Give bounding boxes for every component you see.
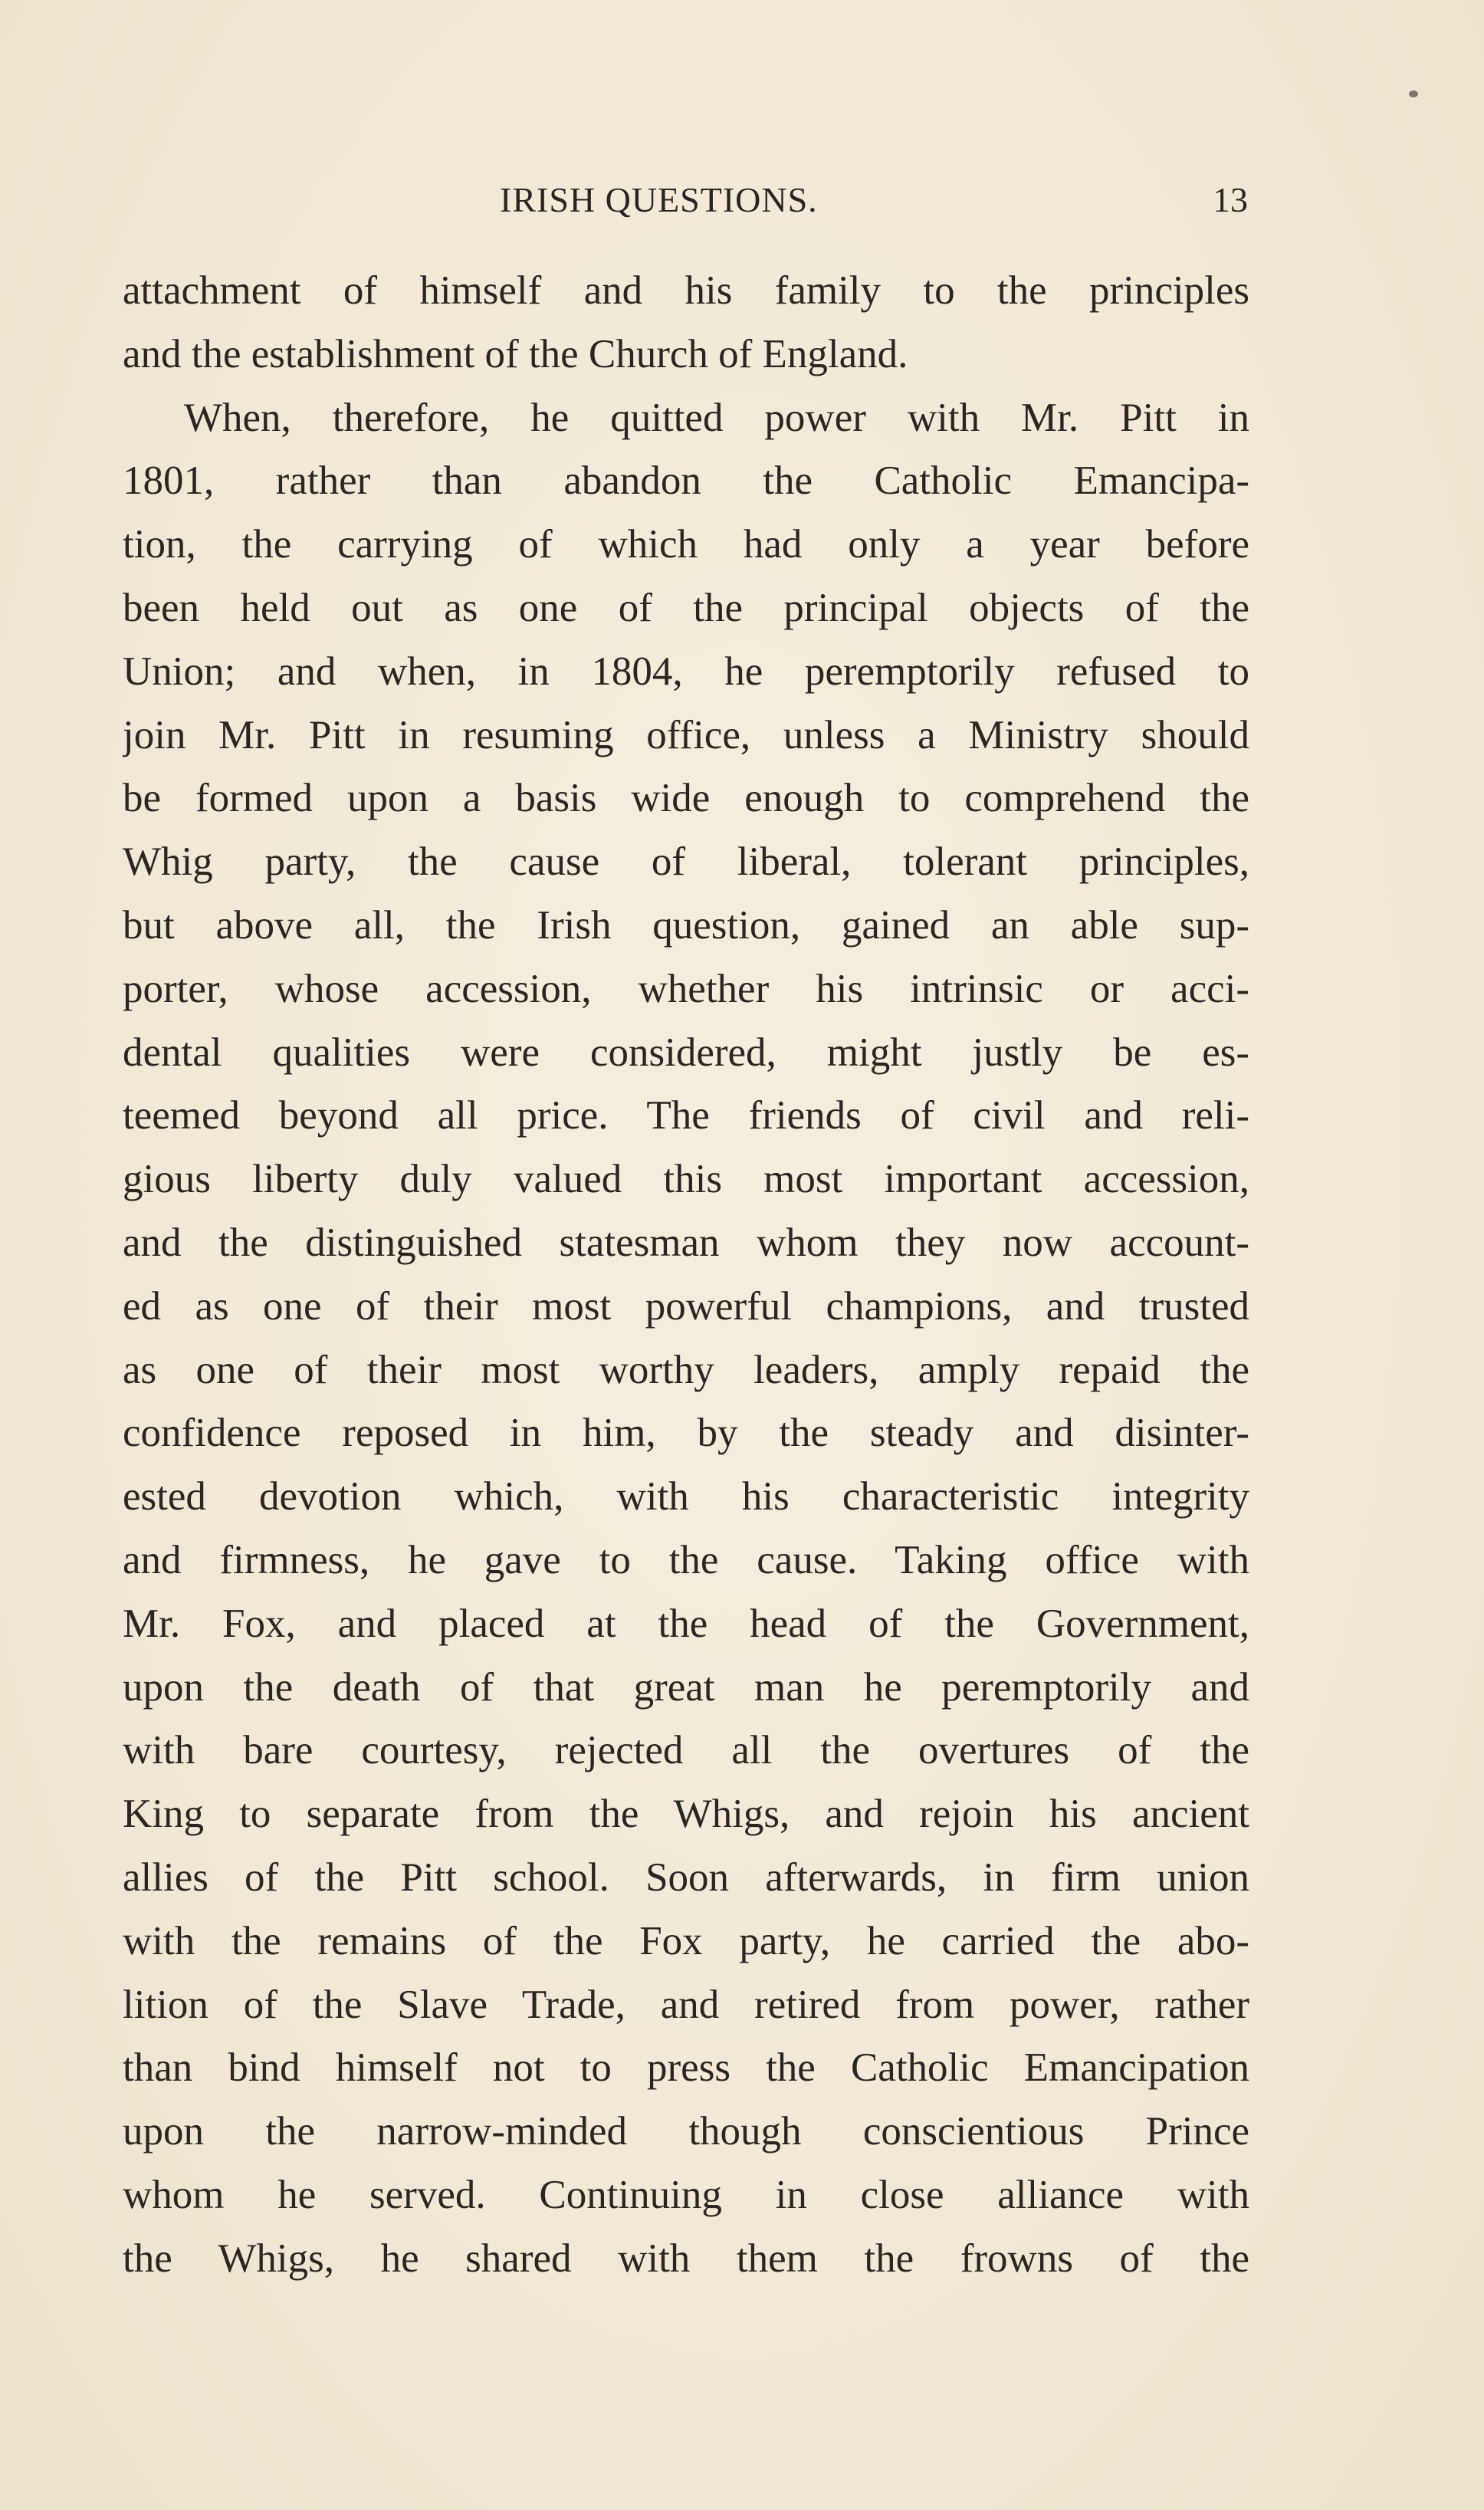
- page-number: 13: [1213, 180, 1248, 219]
- body-text: [123, 259, 1249, 2291]
- text-line: join Mr. Pitt in resuming office, unless a Ministry should: [123, 712, 1249, 757]
- text-line: ested devotion which, with his characteristic integrity: [123, 1474, 1249, 1519]
- text-line: dental qualities were considered, might justly be es-: [123, 1030, 1249, 1075]
- running-head: [0, 173, 1484, 227]
- ink-speck: [1409, 90, 1418, 97]
- text-line: upon the narrow-minded though conscientious Prince: [123, 2109, 1249, 2154]
- text-line: with bare courtesy, rejected all the overtures of the: [123, 1728, 1249, 1773]
- text-line: and the establishment of the Church of England.: [123, 331, 908, 376]
- text-line: Mr. Fox, and placed at the head of the Government,: [123, 1601, 1249, 1646]
- text-line: gious liberty duly valued this most important accession,: [123, 1157, 1249, 1202]
- text-line: When, therefore, he quitted power with Mr. Pitt in: [184, 395, 1249, 440]
- text-line: 1801, rather than abandon the Catholic Emancipa-: [123, 458, 1249, 504]
- text-line: ed as one of their most powerful champions, and trusted: [123, 1283, 1249, 1329]
- text-line: teemed beyond all price. The friends of civil and reli-: [123, 1093, 1249, 1138]
- text-line: and firmness, he gave to the cause. Taking office with: [123, 1537, 1249, 1582]
- text-line: than bind himself not to press the Catholic Emancipation: [123, 2045, 1249, 2091]
- text-line: be formed upon a basis wide enough to comprehend the: [123, 776, 1249, 821]
- text-line: confidence reposed in him, by the steady and disinter-: [123, 1411, 1249, 1456]
- running-title: IRISH QUESTIONS.: [500, 180, 818, 219]
- text-line: tion, the carrying of which had only a year before: [123, 522, 1249, 567]
- text-line: as one of their most worthy leaders, amply repaid the: [123, 1347, 1249, 1392]
- text-line: Whig party, the cause of liberal, tolerant principles,: [123, 839, 1249, 885]
- text-line: upon the death of that great man he peremptorily and: [123, 1664, 1249, 1710]
- text-line: King to separate from the Whigs, and rejoin his ancient: [123, 1792, 1249, 1837]
- text-line: attachment of himself and his family to the principles: [123, 268, 1249, 313]
- text-line: Union; and when, in 1804, he peremptorily refused to: [123, 649, 1249, 694]
- text-line: porter, whose accession, whether his intrinsic or acci-: [123, 966, 1249, 1011]
- text-line: with the remains of the Fox party, he carried the abo-: [123, 1918, 1249, 1963]
- text-line: whom he served. Continuing in close alliance with: [123, 2172, 1249, 2217]
- text-line: been held out as one of the principal objects of the: [123, 585, 1249, 630]
- text-line: but above all, the Irish question, gained an able sup-: [123, 902, 1249, 948]
- text-line: and the distinguished statesman whom they now account-: [123, 1220, 1249, 1265]
- text-line: lition of the Slave Trade, and retired from power, rather: [123, 1982, 1249, 2027]
- text-line: allies of the Pitt school. Soon afterwards, in firm union: [123, 1855, 1249, 1900]
- text-line: the Whigs, he shared with them the frowns of the: [123, 2236, 1249, 2281]
